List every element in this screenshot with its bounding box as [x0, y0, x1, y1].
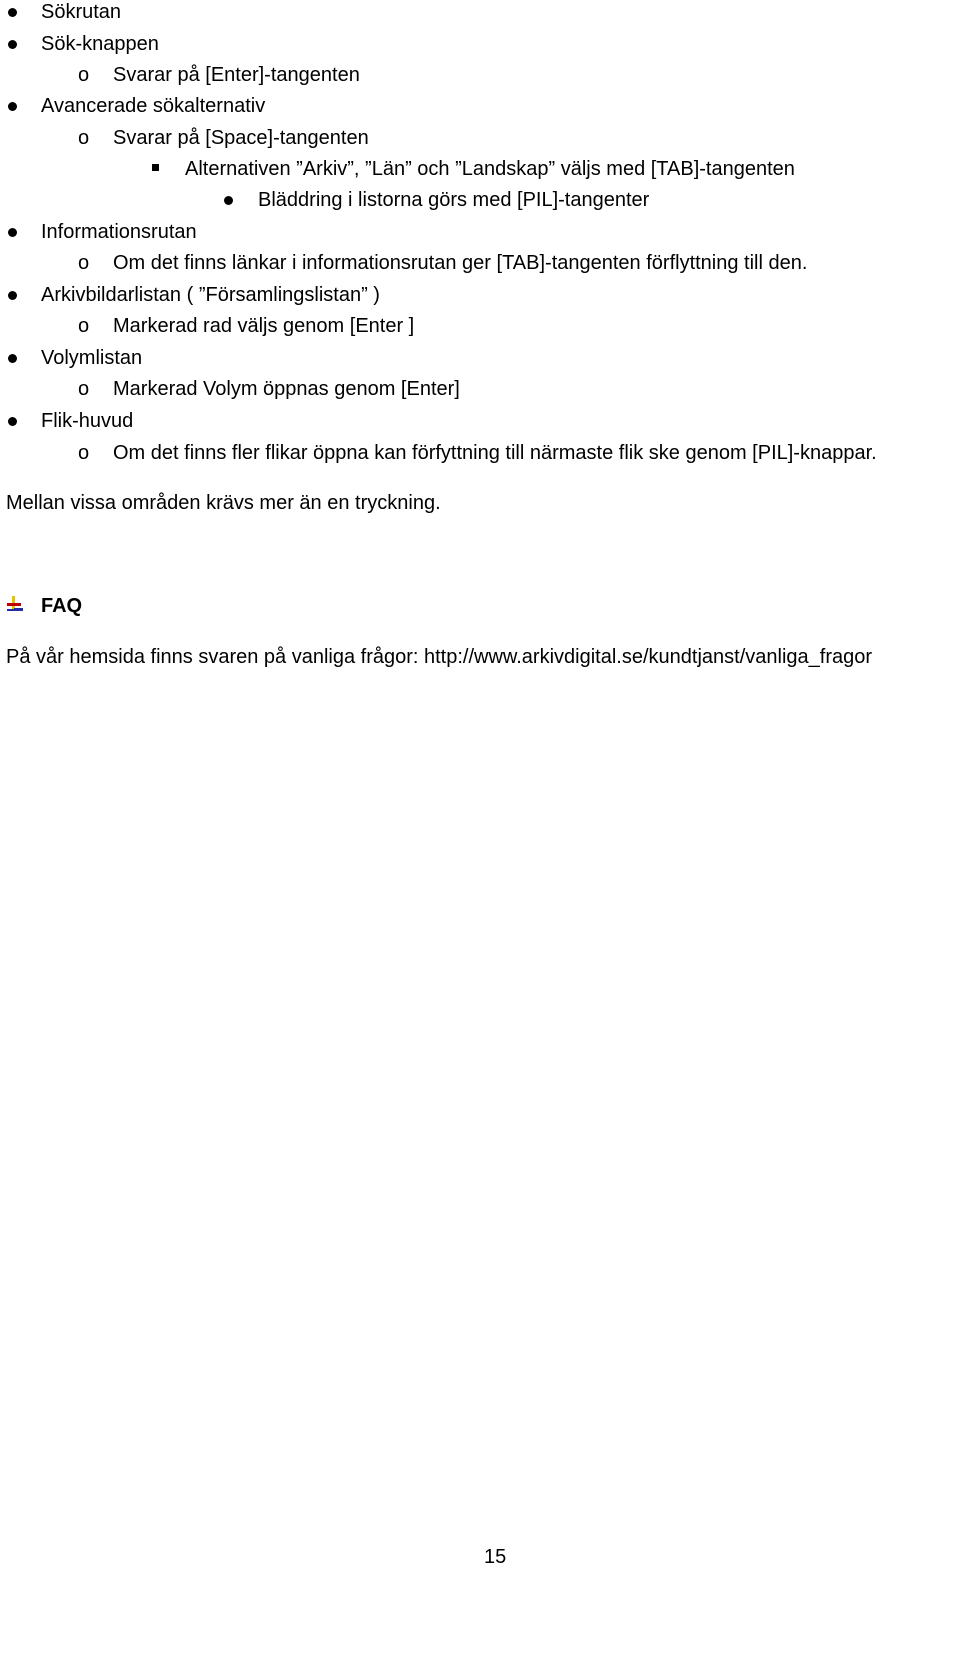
list-item-informationsrutan: Informationsrutan [41, 221, 197, 243]
faq-text[interactable]: På vår hemsida finns svaren på vanliga frågor: http://www.arkivdigital.se/kundtjanst/vanliga_fragor [6, 646, 873, 668]
circle-bullet-icon: o [78, 442, 90, 464]
list-subitem: Markerad rad väljs genom [Enter ] [113, 315, 415, 337]
list-subitem: Markerad Volym öppnas genom [Enter] [113, 378, 460, 400]
list-subitem: Om det finns fler flikar öppna kan förfyttning till närmaste flik ske genom [PIL]-knappar. [113, 442, 877, 464]
circle-bullet-icon: o [78, 378, 90, 400]
bullet-icon [8, 40, 17, 49]
list-subitem: Svarar på [Space]-tangenten [113, 127, 369, 149]
list-item-arkivbildarlistan: Arkivbildarlistan ( ”Församlingslistan” ) [41, 284, 380, 306]
circle-bullet-icon: o [78, 315, 90, 337]
list-item-volymlistan: Volymlistan [41, 347, 143, 369]
bullet-icon [8, 354, 17, 363]
list-subsubitem: Alternativen ”Arkiv”, ”Län” och ”Landskap” väljs med [TAB]-tangenten [185, 158, 795, 180]
list-item-sokrutan: Sökrutan [41, 1, 122, 23]
bullet-icon [8, 291, 17, 300]
faq-heading: FAQ [41, 595, 83, 617]
arrow-marker-icon [5, 594, 25, 614]
bullet-icon [8, 102, 17, 111]
bullet-icon [8, 228, 17, 237]
bullet-icon [8, 8, 17, 17]
list-item-sok-knappen: Sök-knappen [41, 33, 159, 55]
circle-bullet-icon: o [78, 64, 90, 86]
circle-bullet-icon: o [78, 127, 90, 149]
page-number: 15 [484, 1546, 507, 1568]
list-subitem: Svarar på [Enter]-tangenten [113, 64, 360, 86]
bullet-icon [224, 196, 233, 205]
list-subsubsubitem: Bläddring i listorna görs med [PIL]-tangenter [258, 189, 650, 211]
square-bullet-icon [152, 164, 159, 171]
bullet-icon [8, 417, 17, 426]
circle-bullet-icon: o [78, 252, 90, 274]
list-subitem: Om det finns länkar i informationsrutan ger [TAB]-tangenten förflyttning till den. [113, 252, 808, 274]
list-item-flik-huvud: Flik-huvud [41, 410, 134, 432]
note-paragraph: Mellan vissa områden krävs mer än en tryckning. [6, 492, 441, 514]
list-item-avancerade: Avancerade sökalternativ [41, 95, 266, 117]
